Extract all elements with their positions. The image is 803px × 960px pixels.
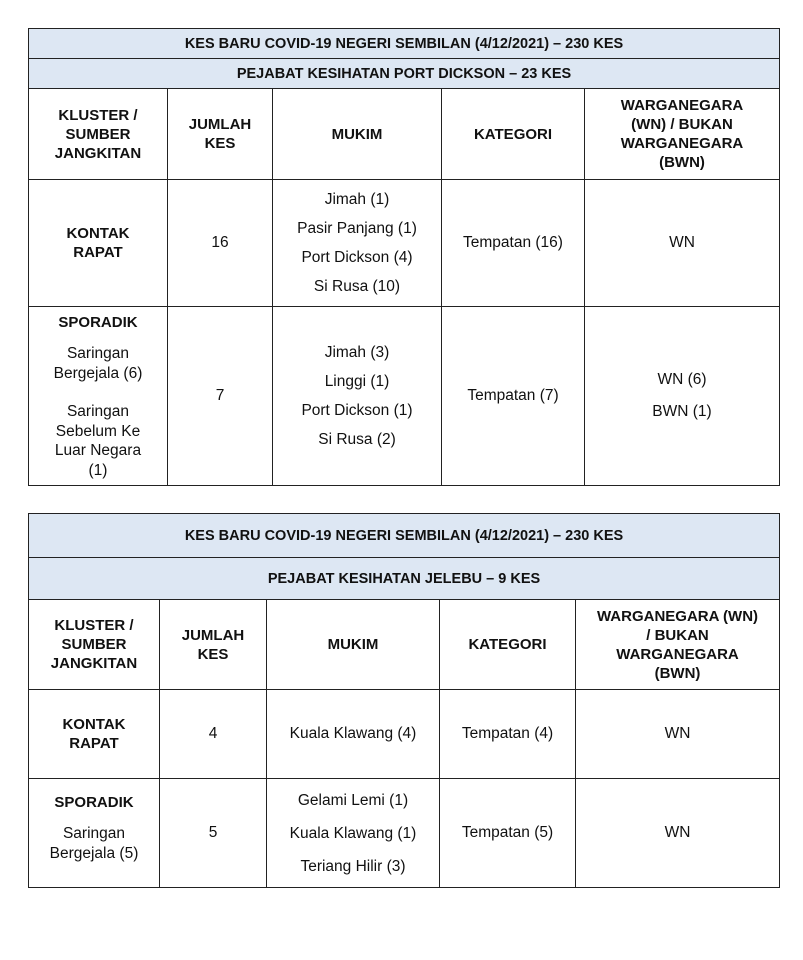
kluster-title: SPORADIK [54,794,134,811]
header-kategori: KATEGORI [440,600,576,690]
header-jumlah: JUMLAH KES [168,89,273,180]
kategori-cell: Tempatan (16) [442,180,585,307]
mukim-cell: Jimah (3) Linggi (1) Port Dickson (1) Si Rusa (2) [273,307,442,486]
header-jumlah: JUMLAH KES [160,600,267,690]
kluster-cell: SPORADIK Saringan Bergejala (6) Saringan Sebelum Ke Luar Negara (1) [29,307,168,486]
office-title: PEJABAT KESIHATAN JELEBU – 9 KES [29,558,780,600]
kluster-cell: SPORADIK Saringan Bergejala (5) [29,779,160,888]
warga-cell: WN [576,690,780,779]
kluster-title: SPORADIK [58,314,138,331]
mukim-cell: Gelami Lemi (1) Kuala Klawang (1) Teriang Hilir (3) [267,779,440,888]
header-mukim: MUKIM [273,89,442,180]
mukim-cell: Jimah (1) Pasir Panjang (1) Port Dickson (4) Si Rusa (10) [273,180,442,307]
warga-cell: WN [576,779,780,888]
table-row [29,180,780,307]
table-row [29,779,780,888]
header-warga: WARGANEGARA (WN) / BUKAN WARGANEGARA (BWN) [585,89,780,180]
kategori-cell: Tempatan (4) [440,690,576,779]
jumlah-cell: 16 [168,180,273,307]
header-mukim: MUKIM [267,600,440,690]
kluster-cell: KONTAK RAPAT [29,180,168,307]
office-title: PEJABAT KESIHATAN PORT DICKSON – 23 KES [29,59,780,89]
kluster-cell: KONTAK RAPAT [29,690,160,779]
jumlah-cell: 4 [160,690,267,779]
header-kluster: KLUSTER / SUMBER JANGKITAN [29,89,168,180]
jelebu-table [28,513,780,888]
mukim-cell: Kuala Klawang (4) [267,690,440,779]
table-row [29,690,780,779]
table-title: KES BARU COVID-19 NEGERI SEMBILAN (4/12/2021) – 230 KES [29,514,780,558]
warga-cell: WN [585,180,780,307]
header-warga: WARGANEGARA (WN) / BUKAN WARGANEGARA (BWN) [576,600,780,690]
jumlah-cell: 7 [168,307,273,486]
table-title: KES BARU COVID-19 NEGERI SEMBILAN (4/12/2021) – 230 KES [29,29,780,59]
warga-cell: WN (6) BWN (1) [585,307,780,486]
kategori-cell: Tempatan (7) [442,307,585,486]
header-kategori: KATEGORI [442,89,585,180]
port-dickson-table [28,28,780,486]
header-kluster: KLUSTER / SUMBER JANGKITAN [29,600,160,690]
kategori-cell: Tempatan (5) [440,779,576,888]
table-row [29,307,780,486]
jumlah-cell: 5 [160,779,267,888]
